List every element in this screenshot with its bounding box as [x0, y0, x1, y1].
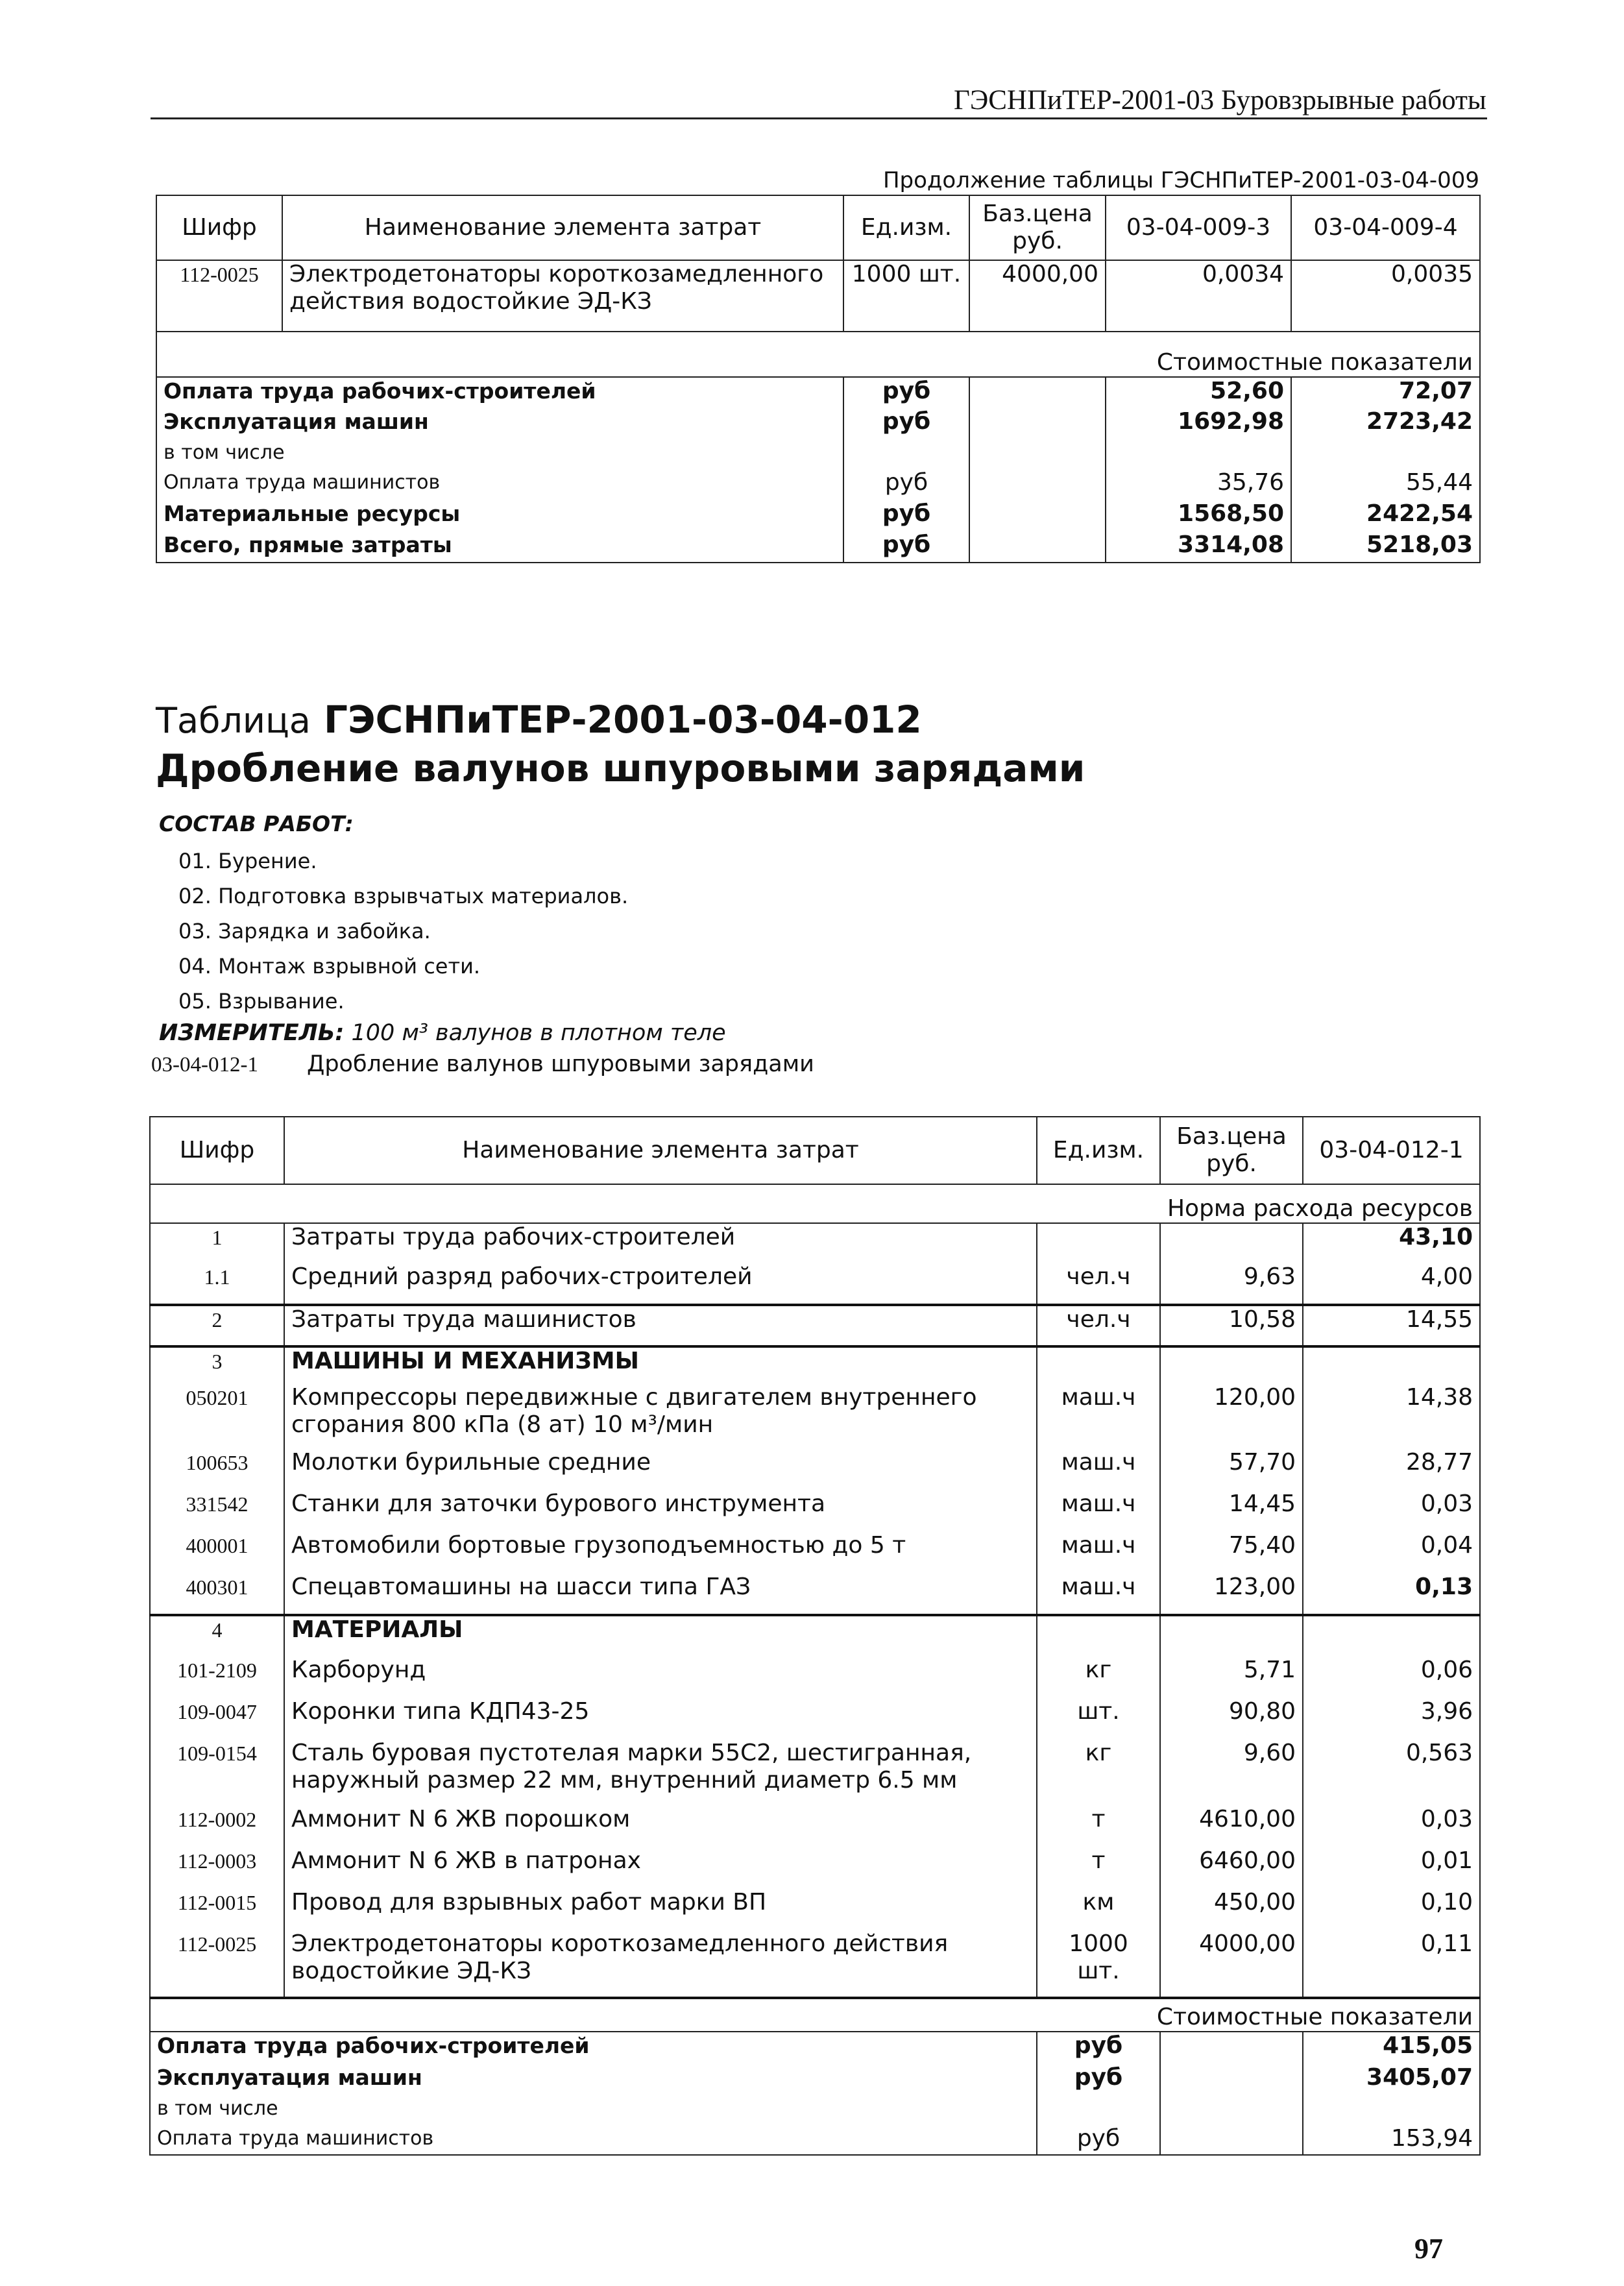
- header-name: Наименование элемента затрат: [282, 195, 843, 260]
- cell-name: Провод для взрывных работ марки ВП: [284, 1889, 1037, 1930]
- cell-code: 101-2109: [150, 1657, 284, 1698]
- cost-unit: руб: [1037, 2064, 1160, 2095]
- rate-code: 03-04-012-1: [151, 1053, 258, 1076]
- cost-value1: 1568,50: [1106, 500, 1291, 531]
- cell-price: 75,40: [1160, 1532, 1303, 1574]
- cell-unit: кг: [1037, 1657, 1160, 1698]
- cell-code: 109-0154: [150, 1740, 284, 1806]
- table-row: [150, 1490, 1480, 1532]
- section-title-lead: Таблица: [156, 700, 311, 741]
- cell-unit: чел.ч: [1037, 1305, 1160, 1346]
- group-header-row: [150, 1346, 1480, 1384]
- cell-name: Коронки типа КДП43-25: [284, 1698, 1037, 1740]
- cost-unit: руб: [843, 469, 969, 500]
- cost-label: Оплата труда машинистов: [156, 469, 843, 500]
- cost-label: в том числе: [150, 2095, 1037, 2125]
- cell-value1: 0,0034: [1106, 260, 1291, 332]
- cost-row: [150, 2095, 1480, 2125]
- cell-unit: 1000 шт.: [843, 260, 969, 332]
- cell-price: 9,60: [1160, 1740, 1303, 1806]
- cell-name: Электродетонаторы короткозамедленного действия водостойкие ЭД-КЗ: [284, 1930, 1037, 1998]
- cell-code: 1: [150, 1223, 284, 1263]
- cost-value1: 1692,98: [1106, 408, 1291, 439]
- group-title: МАТЕРИАЛЫ: [284, 1615, 1037, 1657]
- table-row: [150, 1657, 1480, 1698]
- cell-code: 100653: [150, 1449, 284, 1490]
- work-step: 05. Взрывание.: [178, 989, 345, 1014]
- cell-unit: т: [1037, 1806, 1160, 1847]
- cost-row: [150, 2032, 1480, 2064]
- cell-price: 123,00: [1160, 1574, 1303, 1615]
- header-code: Шифр: [150, 1117, 284, 1184]
- header-col2: 03-04-009-4: [1291, 195, 1480, 260]
- table-row: [150, 1449, 1480, 1490]
- measurement-label: ИЗМЕРИТЕЛЬ:: [159, 1020, 345, 1046]
- cell-price: 14,45: [1160, 1490, 1303, 1532]
- cell-code: 2: [150, 1305, 284, 1346]
- table-row: [150, 1806, 1480, 1847]
- cell-name: Спецавтомашины на шасси типа ГАЗ: [284, 1574, 1037, 1615]
- work-step: 01. Бурение.: [178, 849, 317, 873]
- header-rule: [151, 117, 1487, 119]
- cell-price: 4610,00: [1160, 1806, 1303, 1847]
- header-col1: 03-04-009-3: [1106, 195, 1291, 260]
- table-row: [150, 1384, 1480, 1449]
- header-col1: 03-04-012-1: [1303, 1117, 1480, 1184]
- cost-value2: 55,44: [1291, 469, 1480, 500]
- cell-value: 0,563: [1303, 1740, 1480, 1806]
- cost-row: [156, 408, 1480, 439]
- cost-value1: 3314,08: [1106, 531, 1291, 563]
- cost-value2: 72,07: [1291, 377, 1480, 408]
- table-row: [156, 260, 1480, 332]
- section-title-code: ГЭСНПиТЕР-2001-03-04-012: [324, 698, 922, 742]
- cell-unit: маш.ч: [1037, 1490, 1160, 1532]
- work-composition-heading: СОСТАВ РАБОТ:: [159, 811, 354, 836]
- page-number: 97: [1414, 2233, 1443, 2265]
- cell-value: 43,10: [1303, 1223, 1480, 1263]
- cell-unit: маш.ч: [1037, 1532, 1160, 1574]
- cost-label: Оплата труда рабочих-строителей: [150, 2032, 1037, 2064]
- cost-value1: 52,60: [1106, 377, 1291, 408]
- cell-unit: 1000 шт.: [1037, 1930, 1160, 1998]
- cost-row: [150, 2064, 1480, 2095]
- cell-name: Средний разряд рабочих-строителей: [284, 1263, 1037, 1305]
- cell-value: 0,10: [1303, 1889, 1480, 1930]
- header-code: Шифр: [156, 195, 282, 260]
- table-row: [150, 1532, 1480, 1574]
- cost-value: 3405,07: [1303, 2064, 1480, 2095]
- cell-value: 0,13: [1303, 1574, 1480, 1615]
- cost-label: Материальные ресурсы: [156, 500, 843, 531]
- cell-code: 112-0003: [150, 1847, 284, 1889]
- header-price: Баз.цена руб.: [1160, 1117, 1303, 1184]
- cell-price: 120,00: [1160, 1384, 1303, 1449]
- cost-value2: 2422,54: [1291, 500, 1480, 531]
- cell-name: Молотки бурильные средние: [284, 1449, 1037, 1490]
- cost-value: 153,94: [1303, 2125, 1480, 2155]
- cost-label: Всего, прямые затраты: [156, 531, 843, 563]
- cell-price: 57,70: [1160, 1449, 1303, 1490]
- cost-label: Эксплуатация машин: [150, 2064, 1037, 2095]
- cost-section-title: Стоимостные показатели: [150, 1998, 1480, 2032]
- cost-unit: руб: [843, 531, 969, 563]
- table-row: [150, 1574, 1480, 1615]
- cost-section-title: Стоимостные показатели: [156, 332, 1480, 377]
- cell-unit: маш.ч: [1037, 1449, 1160, 1490]
- cell-code: 112-0025: [156, 260, 282, 332]
- cell-price: 450,00: [1160, 1889, 1303, 1930]
- cell-price: 10,58: [1160, 1305, 1303, 1346]
- section-subtitle: Дробление валунов шпуровыми зарядами: [156, 746, 1085, 790]
- cell-price: 4000,00: [1160, 1930, 1303, 1998]
- cost-unit: руб: [843, 408, 969, 439]
- cost-row: [150, 2125, 1480, 2155]
- cell-code: 400301: [150, 1574, 284, 1615]
- header-name: Наименование элемента затрат: [284, 1117, 1037, 1184]
- cost-row: [156, 377, 1480, 408]
- cell-name: Затраты труда машинистов: [284, 1305, 1037, 1346]
- cell-value: 0,06: [1303, 1657, 1480, 1698]
- cell-name: Электродетонаторы короткозамедленного действия водостойкие ЭД-КЗ: [282, 260, 843, 332]
- cell-value: 28,77: [1303, 1449, 1480, 1490]
- cell-value: 0,01: [1303, 1847, 1480, 1889]
- cell-value: 4,00: [1303, 1263, 1480, 1305]
- cost-row: [156, 531, 1480, 563]
- table-row: [150, 1930, 1480, 1998]
- measurement-unit: [159, 1020, 726, 1046]
- cell-price: 90,80: [1160, 1698, 1303, 1740]
- cell-price: 5,71: [1160, 1657, 1303, 1698]
- cost-row: [156, 439, 1480, 469]
- table-row: [150, 1223, 1480, 1263]
- cell-unit: шт.: [1037, 1698, 1160, 1740]
- cell-name: Станки для заточки бурового инструмента: [284, 1490, 1037, 1532]
- cell-unit: т: [1037, 1847, 1160, 1889]
- cost-value1: 35,76: [1106, 469, 1291, 500]
- cell-name: Сталь буровая пустотелая марки 55С2, шестигранная, наружный размер 22 мм, внутренний диаметр 6.5 мм: [284, 1740, 1037, 1806]
- cell-code: 112-0002: [150, 1806, 284, 1847]
- group-code: 3: [150, 1346, 284, 1384]
- cost-value2: 2723,42: [1291, 408, 1480, 439]
- cell-price: 9,63: [1160, 1263, 1303, 1305]
- cost-row: [156, 469, 1480, 500]
- cell-code: 331542: [150, 1490, 284, 1532]
- cost-unit: руб: [1037, 2125, 1160, 2155]
- cell-name: Аммонит N 6 ЖВ порошком: [284, 1806, 1037, 1847]
- work-step: 04. Монтаж взрывной сети.: [178, 954, 481, 979]
- cell-name: Автомобили бортовые грузоподъемностью до 5 т: [284, 1532, 1037, 1574]
- norm-section-title: Норма расхода ресурсов: [150, 1184, 1480, 1223]
- cell-code: 400001: [150, 1532, 284, 1574]
- rate-line: [151, 1051, 814, 1077]
- table-row: [150, 1847, 1480, 1889]
- running-header: ГЭСНПиТЕР-2001-03 Буровзрывные работы: [954, 85, 1486, 116]
- cell-value: 0,03: [1303, 1490, 1480, 1532]
- table-row: [150, 1889, 1480, 1930]
- cell-price: 6460,00: [1160, 1847, 1303, 1889]
- cost-label: Оплата труда рабочих-строителей: [156, 377, 843, 408]
- cost-label: в том числе: [156, 439, 843, 469]
- section-title: [156, 698, 922, 742]
- cell-value: 14,55: [1303, 1305, 1480, 1346]
- cell-name: Затраты труда рабочих-строителей: [284, 1223, 1037, 1263]
- measurement-value: 100 м³ валунов в плотном теле: [351, 1020, 726, 1046]
- continuation-table: [156, 195, 1481, 563]
- work-step: 02. Подготовка взрывчатых материалов.: [178, 884, 629, 908]
- cell-value: 0,11: [1303, 1930, 1480, 1998]
- cost-label: Оплата труда машинистов: [150, 2125, 1037, 2155]
- resource-table: [149, 1116, 1481, 2156]
- cell-unit: кг: [1037, 1740, 1160, 1806]
- table-row: [150, 1263, 1480, 1305]
- cell-value2: 0,0035: [1291, 260, 1480, 332]
- cell-name: Карборунд: [284, 1657, 1037, 1698]
- table-row: [150, 1305, 1480, 1346]
- group-title: МАШИНЫ И МЕХАНИЗМЫ: [284, 1346, 1037, 1384]
- cell-code: 112-0025: [150, 1930, 284, 1998]
- header-unit: Ед.изм.: [1037, 1117, 1160, 1184]
- table-continuation-caption: Продолжение таблицы ГЭСНПиТЕР-2001-03-04-009: [882, 167, 1479, 193]
- cell-code: 1.1: [150, 1263, 284, 1305]
- cell-name: Аммонит N 6 ЖВ в патронах: [284, 1847, 1037, 1889]
- group-header-row: [150, 1615, 1480, 1657]
- cost-row: [156, 500, 1480, 531]
- cell-unit: маш.ч: [1037, 1574, 1160, 1615]
- cost-unit: руб: [843, 377, 969, 408]
- cell-unit: маш.ч: [1037, 1384, 1160, 1449]
- cost-value2: 5218,03: [1291, 531, 1480, 563]
- cell-value: 14,38: [1303, 1384, 1480, 1449]
- cell-value: 0,04: [1303, 1532, 1480, 1574]
- cell-unit: [1037, 1223, 1160, 1263]
- cost-unit: руб: [843, 500, 969, 531]
- cell-name: Компрессоры передвижные с двигателем внутреннего сгорания 800 кПа (8 ат) 10 м³/мин: [284, 1384, 1037, 1449]
- cost-label: Эксплуатация машин: [156, 408, 843, 439]
- cell-value: 3,96: [1303, 1698, 1480, 1740]
- header-price: Баз.цена руб.: [969, 195, 1106, 260]
- cell-price: 4000,00: [969, 260, 1106, 332]
- group-code: 4: [150, 1615, 284, 1657]
- cell-unit: чел.ч: [1037, 1263, 1160, 1305]
- table-row: [150, 1740, 1480, 1806]
- table-row: [150, 1698, 1480, 1740]
- cell-code: 050201: [150, 1384, 284, 1449]
- cost-value: 415,05: [1303, 2032, 1480, 2064]
- cell-code: 109-0047: [150, 1698, 284, 1740]
- cell-price: [1160, 1223, 1303, 1263]
- cell-value: 0,03: [1303, 1806, 1480, 1847]
- work-step: 03. Зарядка и забойка.: [178, 919, 431, 943]
- cell-unit: км: [1037, 1889, 1160, 1930]
- work-steps-list: [178, 844, 628, 1019]
- header-unit: Ед.изм.: [843, 195, 969, 260]
- cell-code: 112-0015: [150, 1889, 284, 1930]
- cost-unit: руб: [1037, 2032, 1160, 2064]
- rate-name: Дробление валунов шпуровыми зарядами: [307, 1051, 814, 1077]
